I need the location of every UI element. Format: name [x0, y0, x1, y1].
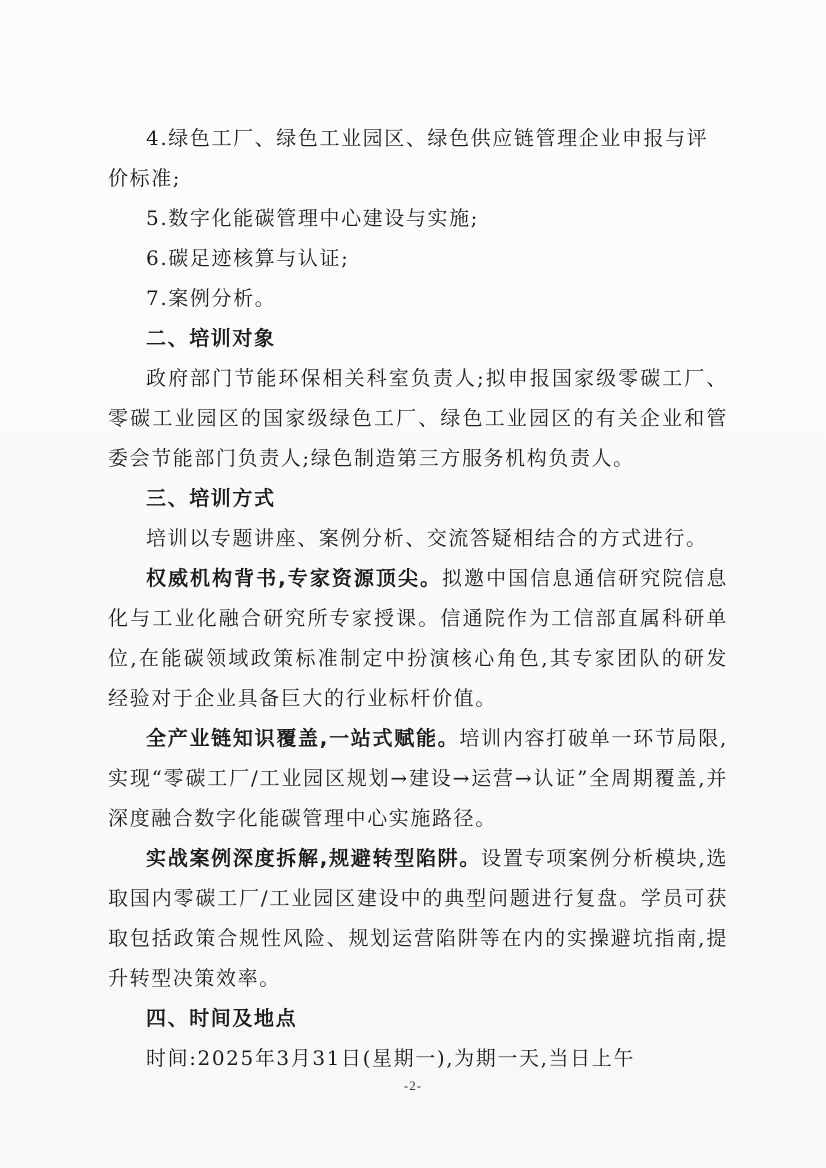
list-item: 7.案例分析。 — [146, 286, 277, 310]
method-point-text: 设置专项案例分析模块,选取国内零碳工厂/工业园区建设中的典型问题进行复盘。学员可获取包括政策合规性风险、规划运营陷阱等在内的实操避坑指南,提升转型决策效率。 — [108, 846, 729, 990]
section-heading-method: 三、培训方式 — [146, 486, 276, 510]
method-point — [108, 838, 728, 998]
list-item: 4.绿色工厂、绿色工业园区、绿色供应链管理企业申报与评 — [146, 126, 709, 150]
section-heading-trainees: 二、培训对象 — [146, 326, 276, 350]
list-item: 6.碳足迹核算与认证; — [146, 246, 350, 270]
method-point-text: 拟邀中国信息通信研究院信息化与工业化融合研究所专家授课。信通院作为工信部直属科研单位,在能碳领域政策标准制定中扮演核心角色,其专家团队的研发经验对于企业具备巨大的行业标杆价值。 — [108, 566, 728, 710]
section-heading-time-place: 四、时间及地点 — [146, 1006, 298, 1030]
page-number: -2- — [403, 1078, 423, 1093]
list-item: 5.数字化能碳管理中心建设与实施; — [146, 206, 480, 230]
document-body — [108, 118, 728, 1078]
list-item-continuation: 价标准; — [108, 166, 182, 190]
method-paragraph: 培训以专题讲座、案例分析、交流答疑相结合的方式进行。 — [146, 526, 708, 550]
method-point-lead: 权威机构背书,专家资源顶尖。 — [146, 566, 443, 590]
method-point — [108, 558, 728, 718]
trainees-paragraph: 政府部门节能环保相关科室负责人;拟申报国家级零碳工厂、零碳工业园区的国家级绿色工厂、绿色工业园区的有关企业和管委会节能部门负责人;绿色制造第三方服务机构负责人。 — [108, 366, 728, 470]
method-point — [108, 718, 728, 838]
method-point-text: 培训内容打破单一环节局限,实现“零碳工厂/工业园区规划→建设→运营→认证”全周期覆盖,并深度融合数字化能碳管理中心实施路径。 — [108, 726, 728, 830]
method-point-lead: 实战案例深度拆解,规避转型陷阱。 — [146, 846, 482, 870]
time-paragraph: 时间:2025年3月31日(星期一),为期一天,当日上午 — [146, 1046, 635, 1070]
method-point-lead: 全产业链知识覆盖,一站式赋能。 — [146, 726, 460, 750]
